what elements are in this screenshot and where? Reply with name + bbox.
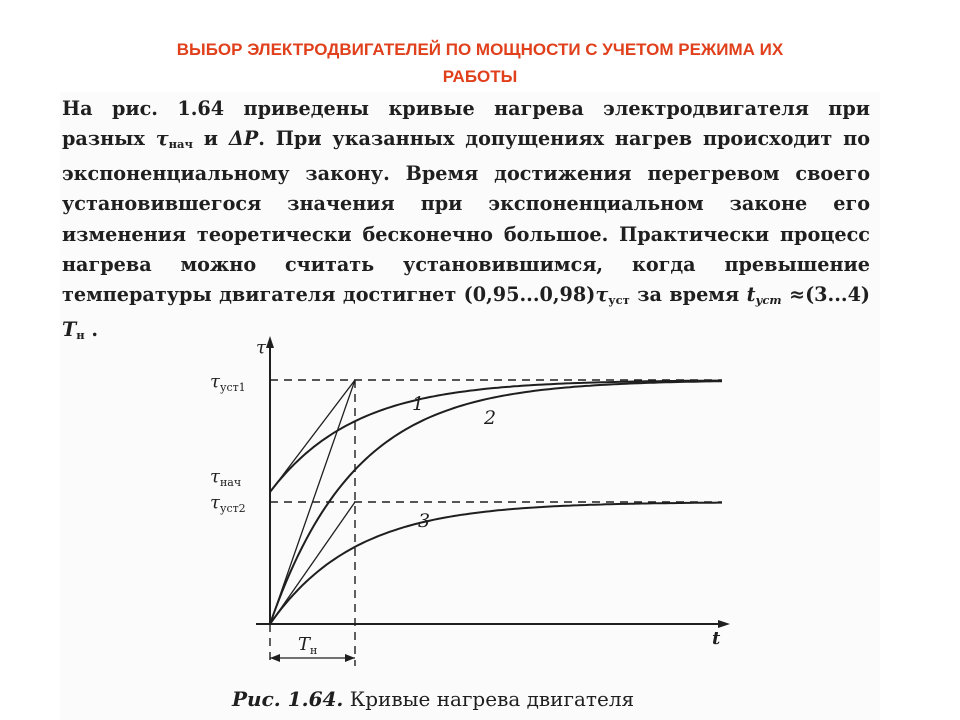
curve-3 (270, 503, 722, 624)
curve-label-1: 1 (412, 393, 425, 415)
slide-title (90, 36, 870, 90)
body-paragraph (62, 94, 870, 350)
curve-label-3: 3 (418, 510, 431, 532)
t-n-arrow-right (345, 654, 355, 662)
svg-text:Tн: $T_н$ (298, 634, 318, 657)
t-n-subscript: н (76, 328, 85, 343)
tick-label-tau-ust1 (210, 371, 246, 394)
x-axis-label: t (712, 628, 721, 649)
t-n-symbol: T (62, 318, 77, 342)
y-axis-arrow (266, 336, 274, 348)
tau-nach-subscript: нач (168, 137, 193, 152)
svg-text:τнач: $\tau_{нач}$ (210, 466, 242, 489)
delta-p-symbol: ΔP (228, 127, 259, 151)
svg-text:τуст2: $\tau_{уст2}$ (210, 492, 246, 515)
heating-curves-figure (200, 332, 740, 720)
svg-text:τуст1: $\tau_{уст1}$ (210, 371, 246, 394)
figure-caption-number: Рис. 1.64. (232, 687, 344, 711)
tau-ust-symbol: τ (595, 283, 609, 307)
t-n-arrow-left (270, 654, 280, 662)
x-axis-arrow (718, 620, 730, 628)
t-n-dimension-label (298, 634, 317, 657)
y-axis-label: τ (256, 337, 266, 358)
tau-symbol: τ (155, 127, 169, 151)
t-ust-symbol: t (746, 283, 756, 307)
paragraph-text: На рис. 1.64 приведены кривые нагрева электродвигателя при разных $\tau_{нач}$ и ΔP. При указанных допущениях нагрев происходит по экспоненциальному закону. Время достижения перегревом своего установившегося значения при экспоненциальном законе его изменения теоретически бесконечно большое. Практически процесс нагрева можно считать установившимся, когда превышение температуры двигателя достигнет $(0,95...0,98)\tau_{уст}$ за время $t_{уст} \approx(3...4)$ $T_н$ . (62, 97, 871, 343)
curve-label-2: 2 (484, 407, 497, 429)
t-ust-subscript: уст (755, 292, 782, 307)
figure-caption (231, 687, 634, 711)
slide-title-line2: РАБОТЫ (442, 67, 518, 86)
tau-ust-subscript: уст (608, 292, 630, 307)
slide-title-line1: ВЫБОР ЭЛЕКТРОДВИГАТЕЛЕЙ ПО МОЩНОСТИ С УЧЕТОМ РЕЖИМА ИХ (176, 40, 784, 59)
figure-caption-text: Кривые нагрева двигателя (343, 687, 635, 711)
tick-label-tau-ust2 (210, 492, 246, 515)
tick-label-tau-nach (210, 466, 241, 489)
